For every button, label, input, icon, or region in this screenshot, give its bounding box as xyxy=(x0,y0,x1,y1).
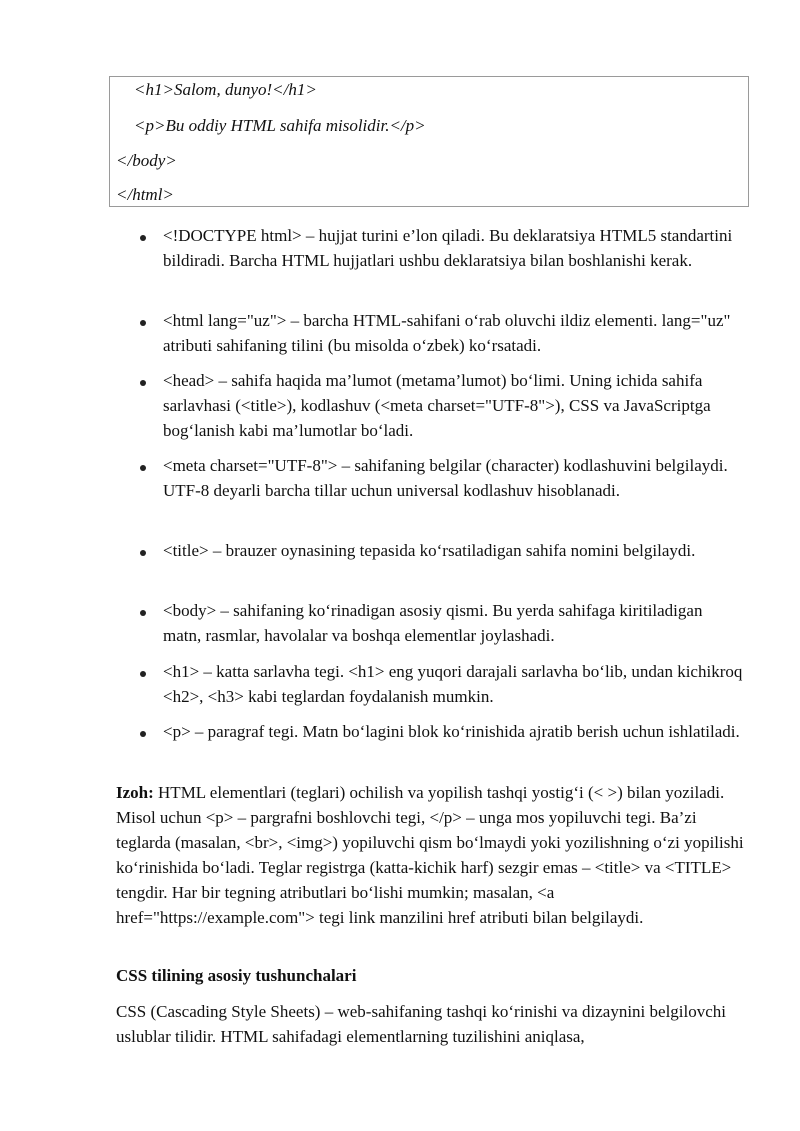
bullet-icon xyxy=(140,380,146,386)
note-paragraph xyxy=(116,780,744,930)
bullet-icon xyxy=(140,731,146,737)
list-item-text: <head> – sahifa haqida ma’lumot (metama’lumot) bo‘limi. Uning ichida sahifa sarlavhasi (<title>), kodlashuv (<meta charset="UTF-8">), CSS va JavaScriptga bog‘lanish kabi ma’lumotlar bo‘ladi. xyxy=(163,371,711,440)
list-item-text: <body> – sahifaning ko‘rinadigan asosiy qismi. Bu yerda sahifaga kiritiladigan matn, rasmlar, havolalar va boshqa elementlar joylashadi. xyxy=(163,601,703,645)
list-item-text: <p> – paragraf tegi. Matn bo‘lagini blok ko‘rinishida ajratib berish uchun ishlatiladi. xyxy=(163,722,740,741)
code-line: <p>Bu oddiy HTML sahifa misolidir.</p> xyxy=(134,116,426,135)
note-label: Izoh: xyxy=(116,783,154,802)
bullet-icon xyxy=(140,235,146,241)
bullet-icon xyxy=(140,465,146,471)
code-line: </html> xyxy=(116,185,174,204)
code-block xyxy=(109,76,749,207)
body-paragraph: CSS (Cascading Style Sheets) – web-sahifaning tashqi ko‘rinishi va dizaynini belgilovchi uslublar tilidir. HTML sahifadagi elementlarning tuzilishini aniqlasa, xyxy=(116,1002,727,1046)
note-text: HTML elementlari (teglari) ochilish va yopilish tashqi yostig‘i (< >) bilan yoziladi. Misol uchun <p> – pargrafni boshlovchi tegi, </p> – unga mos yopiluvchi tegi. Ba’zi teglarda (masalan, <br>, <img>) yopiluvchi qism bo‘lmaydi yoki yozilishning o‘zi yopilishi ko‘rinishida bo‘ladi. Teglar registrga (katta-kichik harf) sezgir emas – <title> va <TITLE> tengdir. Har bir tegning atributlari bo‘lishi mumkin; masalan, <a href="https://example.com"> tegi link manzilini href atributi bilan belgilaydi. xyxy=(116,783,744,927)
list-item-text: <meta charset="UTF-8"> – sahifaning belgilar (character) kodlashuvini belgilaydi. UTF-8 deyarli barcha tillar uchun universal kodlashuv hisoblanadi. xyxy=(163,456,728,500)
code-line: </body> xyxy=(116,151,177,170)
list-item-text: <title> – brauzer oynasining tepasida ko‘rsatiladigan sahifa nomini belgilaydi. xyxy=(163,541,696,560)
section-heading: CSS tilining asosiy tushunchalari xyxy=(116,966,357,985)
list-item-text: <h1> – katta sarlavha tegi. <h1> eng yuqori darajali sarlavha bo‘lib, undan kichikroq <h2>, <h3> kabi teglardan foydalanish mumkin. xyxy=(163,662,743,706)
list-item-text: <html lang="uz"> – barcha HTML-sahifani o‘rab oluvchi ildiz elementi. lang="uz" atributi sahifaning tilini (bu misolda o‘zbek) ko‘rsatadi. xyxy=(163,311,731,355)
list-item-text: <!DOCTYPE html> – hujjat turini e’lon qiladi. Bu deklaratsiya HTML5 standartini bildiradi. Barcha HTML hujjatlari ushbu deklaratsiya bilan boshlanishi kerak. xyxy=(163,226,733,270)
bullet-icon xyxy=(140,671,146,677)
bullet-icon xyxy=(140,610,146,616)
bullet-icon xyxy=(140,320,146,326)
code-line: <h1>Salom, dunyo!</h1> xyxy=(134,80,317,99)
bullet-icon xyxy=(140,550,146,556)
